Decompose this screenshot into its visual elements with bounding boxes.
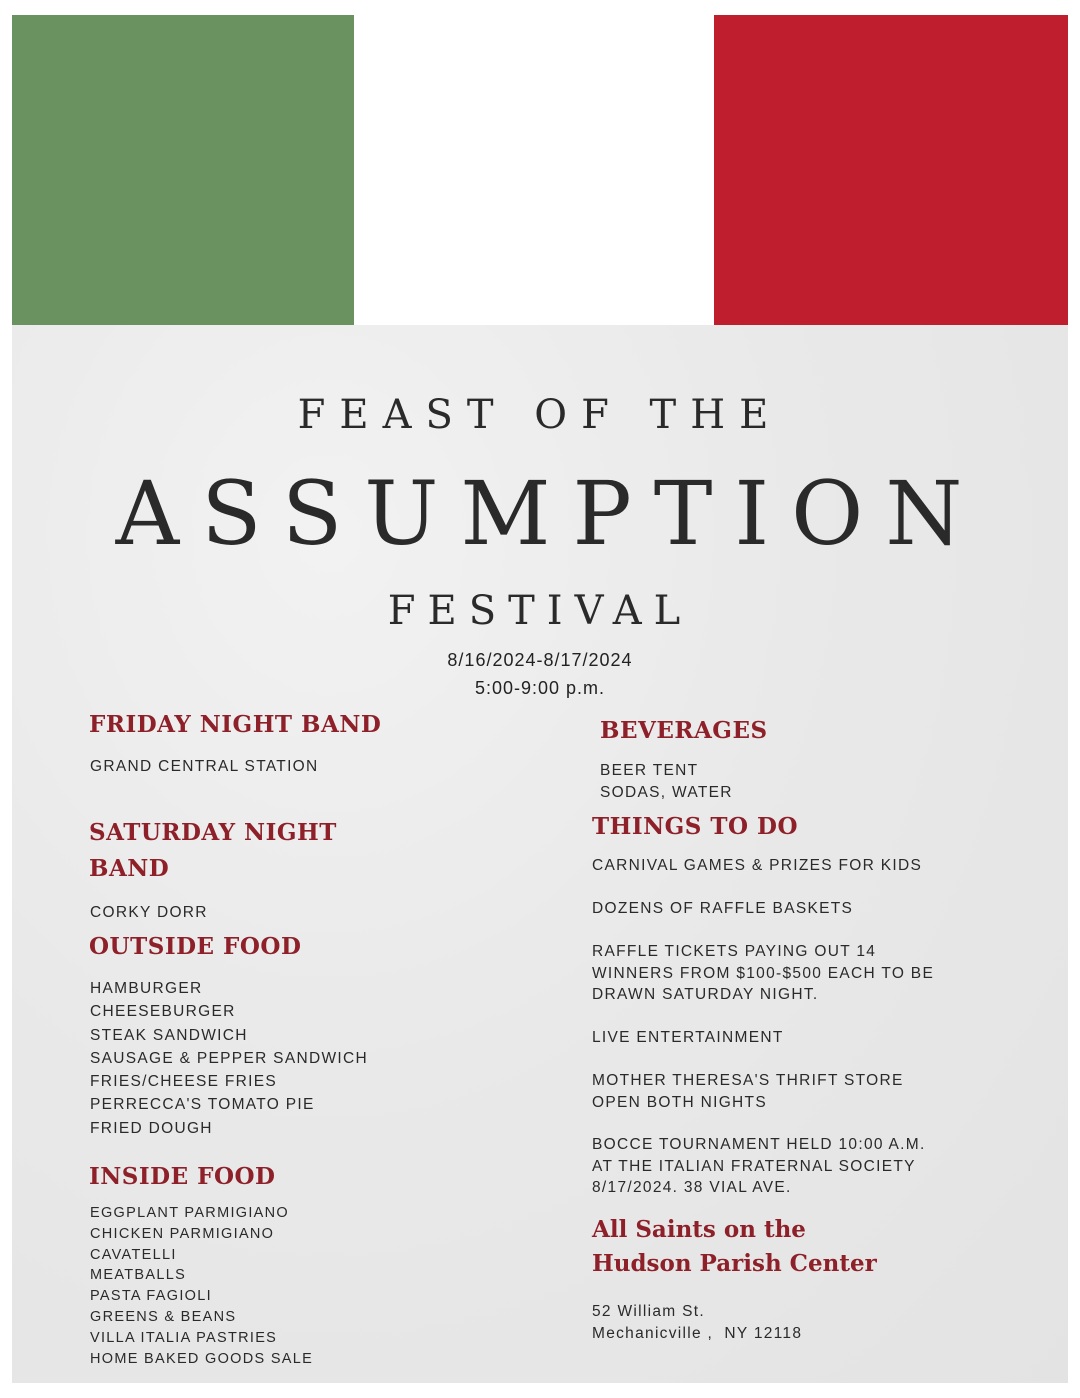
friday-list <box>90 756 319 778</box>
address-line-1: 52 William St. <box>592 1303 705 1320</box>
list-item: BEER TENT <box>600 762 699 779</box>
list-item: DOZENS OF RAFFLE BASKETS <box>592 900 854 917</box>
saturday-heading <box>89 815 337 887</box>
list-item: RAFFLE TICKETS PAYING OUT 14 <box>592 943 877 960</box>
flag-red-stripe <box>714 15 1068 325</box>
flag-white-stripe <box>354 15 714 325</box>
saturday-heading-line1: SATURDAY NIGHT <box>89 819 337 846</box>
list-item: LIVE ENTERTAINMENT <box>592 1029 784 1046</box>
list-item: CHEESEBURGER <box>90 1003 236 1021</box>
beverages-heading: BEVERAGES <box>600 717 768 744</box>
inside-food-list <box>90 1203 313 1369</box>
list-item: BOCCE TOURNAMENT HELD 10:00 A.M. <box>592 1136 926 1153</box>
outside-food-list <box>90 977 368 1140</box>
list-item: GREENS & BEANS <box>90 1308 237 1325</box>
flag-green-stripe <box>12 15 354 325</box>
things-to-do-heading: THINGS TO DO <box>592 813 799 840</box>
friday-heading: FRIDAY NIGHT BAND <box>89 711 382 738</box>
address-line-2: Mechanicville , NY 12118 <box>592 1325 803 1342</box>
things-to-do-list <box>592 1134 926 1199</box>
list-item: FRIES/CHEESE FRIES <box>90 1073 278 1091</box>
title-line-3: FESTIVAL <box>387 588 693 634</box>
list-item: FRIED DOUGH <box>90 1119 213 1137</box>
venue-name <box>592 1213 877 1281</box>
title-line-1: FEAST OF THE <box>297 392 783 438</box>
list-item: DRAWN SATURDAY NIGHT. <box>592 986 819 1003</box>
beverages-list <box>600 760 733 804</box>
things-to-do-list <box>592 941 934 1006</box>
things-to-do-list <box>592 898 853 920</box>
list-item: PASTA FAGIOLI <box>90 1288 212 1305</box>
things-to-do-list <box>592 855 922 877</box>
outside-food-heading: OUTSIDE FOOD <box>89 933 302 960</box>
list-item: GRAND CENTRAL STATION <box>90 758 319 775</box>
list-item: SAUSAGE & PEPPER SANDWICH <box>90 1049 368 1067</box>
list-item: MOTHER THERESA'S THRIFT STORE <box>592 1072 904 1089</box>
list-item: OPEN BOTH NIGHTS <box>592 1093 767 1111</box>
venue-line-2: Hudson Parish Center <box>592 1250 877 1277</box>
list-item: HOME BAKED GOODS SALE <box>90 1350 314 1367</box>
venue-line-1: All Saints on the <box>592 1216 806 1243</box>
venue-address <box>592 1301 802 1345</box>
event-dates <box>0 646 1080 702</box>
list-item: HAMBURGER <box>90 980 203 997</box>
list-item: CARNIVAL GAMES & PRIZES FOR KIDS <box>592 857 923 874</box>
list-item: EGGPLANT PARMIGIANO <box>90 1205 290 1221</box>
title-line-2: ASSUMPTION <box>115 462 985 565</box>
date-range: 8/16/2024-8/17/2024 <box>447 650 633 670</box>
list-item: CAVATELLI <box>90 1246 177 1263</box>
list-item: 8/17/2024. 38 VIAL AVE. <box>592 1179 792 1196</box>
saturday-heading-line2: BAND <box>89 855 170 882</box>
things-to-do-list <box>592 1070 904 1113</box>
list-item: WINNERS FROM $100-$500 EACH TO BE <box>592 964 935 982</box>
list-item: CORKY DORR <box>90 904 208 921</box>
list-item: MEATBALLS <box>90 1267 187 1284</box>
list-item: CHICKEN PARMIGIANO <box>90 1225 275 1242</box>
saturday-list <box>90 902 208 924</box>
time-range: 5:00-9:00 p.m. <box>474 678 606 698</box>
list-item: STEAK SANDWICH <box>90 1026 248 1044</box>
list-item: AT THE ITALIAN FRATERNAL SOCIETY <box>592 1157 916 1175</box>
list-item: PERRECCA'S TOMATO PIE <box>90 1096 315 1114</box>
list-item: SODAS, WATER <box>600 784 733 801</box>
inside-food-heading: INSIDE FOOD <box>89 1163 276 1190</box>
list-item: VILLA ITALIA PASTRIES <box>90 1329 278 1346</box>
things-to-do-list <box>592 1027 784 1049</box>
